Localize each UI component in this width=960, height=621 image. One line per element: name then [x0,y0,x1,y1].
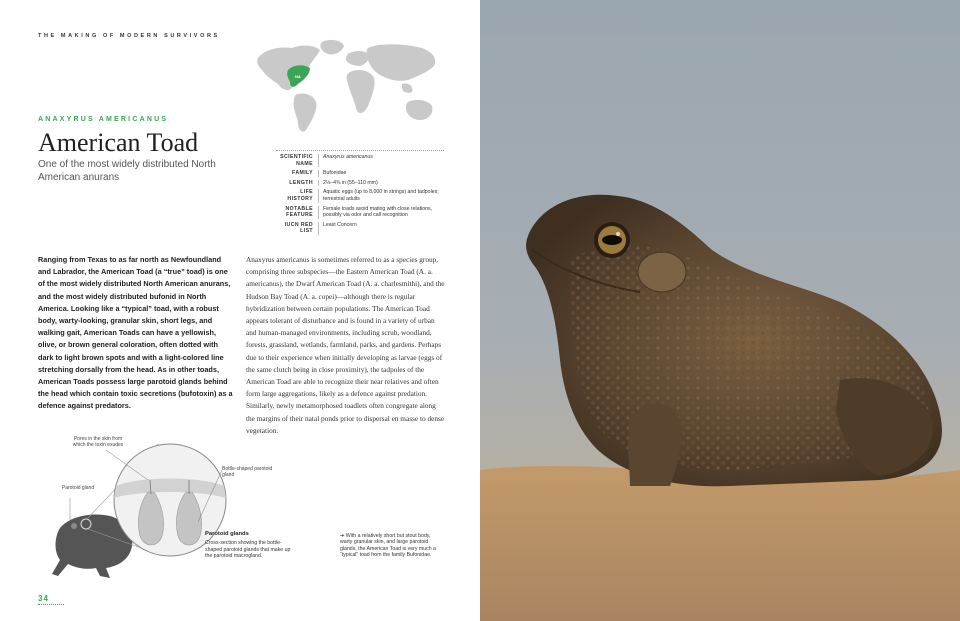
fact-row-iucn-red-list [276,222,444,235]
fact-value: Aquatic eggs (up to 8,000 in strings) and tadpoles; terrestrial adults [318,189,444,202]
page-title: American Toad [38,128,199,157]
fact-value: Female toads avoid mating with close relations, possibly via odor and call recognition [318,206,444,219]
toad-front-leg [628,403,682,486]
toad-eye [71,523,77,529]
map-africa [347,70,375,113]
toad-pupil [602,235,622,245]
lead-paragraph: Ranging from Texas to as far north as Newfoundland and Labrador, the American Toad (a “true” toad) is one of the most widely distributed North American anurans, and the most widely distributed bufonid in North America. Looking like a “typical” toad, with a robust body, warty-looking, granular skin, short legs, and walking gait, American Toads can have a yellowish, olive, or brown general coloration, often dotted with dark to light brown spots and with a light-colored line stretching dorsally from the head. As in other toads, American Toads possess large parotoid glands behind the head which contain toxic secretions (bufotoxin) as a defence against predators. [38,255,233,411]
map-europe [346,51,369,66]
parotoid-diagram-drawing [40,436,280,586]
page-number-rule [38,604,64,605]
label-parotoid-gland: Parotoid gland [61,485,95,491]
fact-key: FAMILY [292,170,313,177]
fact-key: IUCN RED LIST [284,221,313,235]
right-page [480,0,960,621]
fact-key: SCIENTIFIC NAME [280,154,313,167]
running-head: THE MAKING OF MODERN SURVIVORS [38,33,220,39]
fact-value: 2⅛–4⅜ in (55–110 mm) [318,180,444,187]
page-number: 34 [38,594,49,603]
photo-caption: ➔ With a relatively short but stout body, warty granular skin, and large parotoid glands, the American Toad is very much a “typical” toad from the family Bufonidae. [340,533,436,559]
fact-row-family [276,170,444,177]
page-subtitle: One of the most widely distributed North American anurans [38,159,216,183]
label-bottle-shaped-gland: Bottle-shaped parotoid gland [222,466,273,479]
map-southeast-asia [402,83,412,92]
map-north-america [257,46,320,91]
fact-value: Bufonidae [318,170,444,177]
fact-row-notable-feature [276,206,444,219]
world-map [252,36,442,136]
diagram-caption [205,531,295,560]
fact-row-scientific-name [276,154,444,167]
rock-surface [480,466,960,621]
map-australia [406,100,432,120]
label-pores: Pores in the skin from which the toxin exudes [72,436,124,449]
toad-parotoid-gland [638,252,686,292]
body-paragraph-text: Anaxyrus americanus is sometimes referred to as a species group, comprising three subspecies—the Eastern American Toad (A. a. americanus), the Dwarf American Toad (A. a. charlesmithi), and the Hudson Bay Toad (A. a. copei)—although there is regular hybridization between certain populations. The American Toad appears tolerant of disturbance and is found in a variety of urban and human-managed environments, including scrub, woodland, forests, grassland, wetlands, farmland, parks, and gardens. Perhaps due to their experience when initially developing as larvae (eggs of the same clutch being in close proximity), the tadpoles of the American Toad are able to recognize their near relatives and often form large aggregations, likely as a defence against predation. Similarly, newly metamorphosed toadlets often congregate along the margins of their natal ponds prior to dispersal en masse to dense vegetation. [246,255,445,435]
fact-row-length [276,180,444,187]
fact-key: LIFE HISTORY [287,189,313,202]
body-paragraph [246,254,446,437]
toad-photo [480,0,960,621]
fact-row-life-history [276,189,444,202]
fact-key: LENGTH [289,179,313,186]
diagram-caption-text: Cross-section showing the bottle-shaped parotoid glands that make up the parotoid macrogland. [205,540,291,560]
map-region-label: NA [295,74,301,79]
fact-value: Least Concern [318,222,444,235]
toad-eye-highlight [616,232,620,236]
scientific-name-heading: ANAXYRUS AMERICANUS [38,116,169,123]
map-asia [367,44,436,81]
map-south-america [293,93,316,131]
fact-key: NOTABLE FEATURE [285,205,313,219]
diagram-caption-title: Parotoid glands [205,531,249,537]
fact-table [276,150,444,238]
map-greenland [320,40,344,55]
fact-value: Anaxyrus americanus [318,154,444,167]
parotoid-diagram [40,436,280,586]
